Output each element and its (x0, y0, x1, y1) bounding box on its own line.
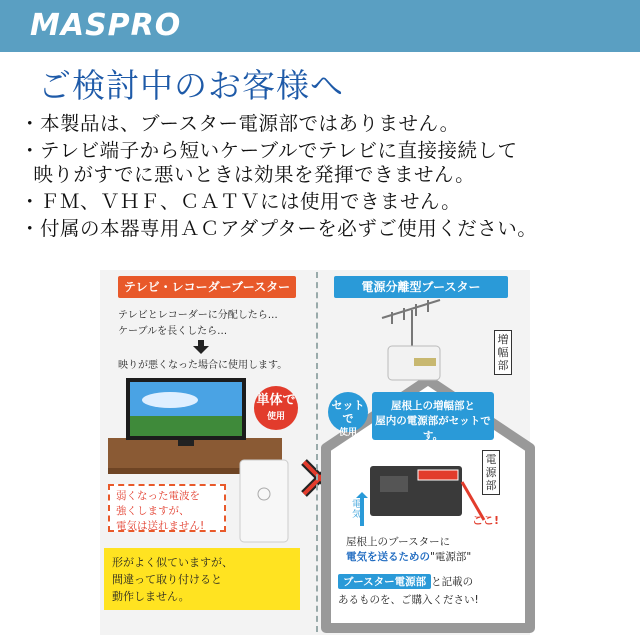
buy-note-2: あるものを、ご購入ください! (338, 594, 479, 606)
left-panel-title: テレビ・レコーダーブースター (118, 276, 296, 298)
set-callout: 屋根上の増幅部と 屋内の電源部がセットです。 (372, 392, 494, 440)
left-desc-3: 映りが悪くなった場合に使用します。 (118, 360, 288, 371)
divider (316, 272, 318, 632)
caution-box: 形がよく似ていますが、 間違って取り付けると 動作しません。 (104, 548, 300, 610)
page-title: ご検討中のお客様へ (38, 66, 344, 105)
list-item: ・本製品は、ブースター電源部ではありません。 (20, 112, 460, 135)
header-bar (0, 0, 640, 52)
left-desc-1: テレビとレコーダーに分配したら… (118, 310, 278, 321)
amplifier-label: 増幅部 (494, 330, 512, 375)
power-unit-label: 電源部 (482, 450, 500, 495)
power-note-2: 電気を送るための"電源部" (346, 551, 472, 563)
comparison-illustration (0, 268, 640, 640)
electricity-label: 電気 (352, 500, 362, 520)
list-item: ・テレビ端子から短いケーブルでテレビに直接接続して 映りがすでに悪いときは効果を発揮できません。 (20, 139, 518, 186)
power-note-1: 屋根上のブースターに (346, 536, 451, 548)
left-desc-2: ケーブルを長くしたら… (118, 326, 228, 337)
list-item: ・付属の本器専用ＡＣアダプターを必ずご使用ください。 (20, 217, 538, 240)
here-label: ここ! (472, 514, 500, 527)
buy-note-1: ブースター電源部 と記載の (338, 574, 473, 589)
right-panel-title: 電源分離型ブースター (334, 276, 508, 298)
brand-logo: MASPRO (30, 8, 182, 43)
notice-list (20, 112, 630, 244)
set-use-badge: セットで 使用 (328, 392, 368, 432)
single-use-badge: 単体で 使用 (254, 386, 298, 430)
warning-box: 弱くなった電波を 強くしますが、 電気は送れません! (108, 484, 226, 532)
list-item: ・ＦＭ、ＶＨＦ、ＣＡＴＶには使用できません。 (20, 190, 462, 213)
booster-device-shape (240, 460, 288, 542)
